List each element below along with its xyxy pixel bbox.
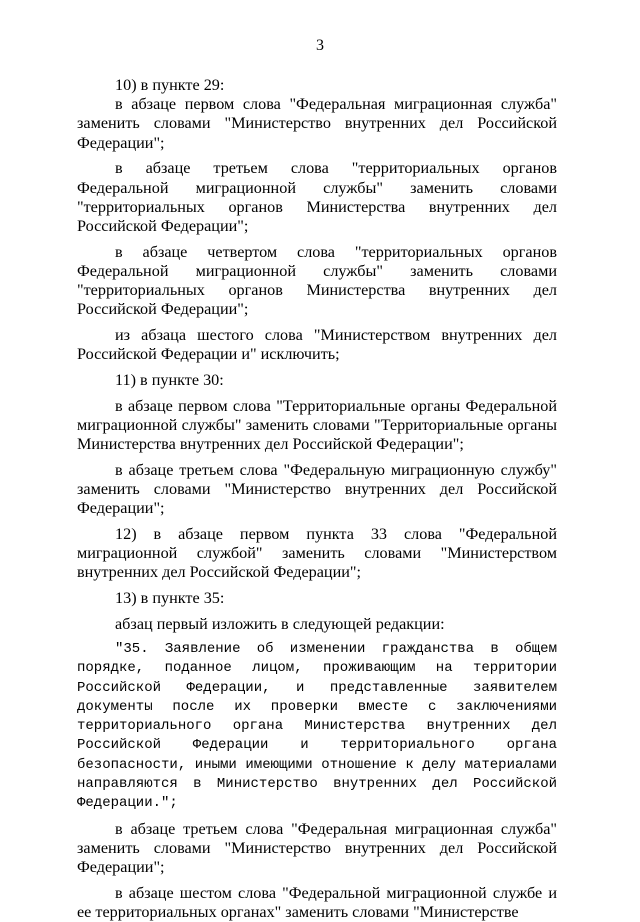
document-body	[77, 76, 557, 922]
paragraph: в абзаце четвертом слова "территориальных органов Федеральной миграционной службы" заменить словами "территориальных органов Министерства внутренних дел Российской Федерации";	[77, 242, 557, 319]
page-number: 3	[316, 37, 324, 54]
paragraph: 12) в абзаце первом пункта 33 слова "Федеральной миграционной службой" заменить словами "Министерством внутренних дел Российской Федерации";	[77, 524, 557, 582]
paragraph: в абзаце третьем слова "территориальных органов Федеральной миграционной службы" заменить словами "территориальных органов Министерства внутренних дел Российской Федерации";	[77, 159, 557, 235]
paragraph: 11) в пункте 30:	[115, 370, 224, 389]
paragraph: 10) в пункте 29:	[115, 76, 225, 94]
paragraph: 13) в пункте 35:	[115, 588, 225, 607]
paragraph: абзац первый изложить в следующей редакции:	[115, 614, 445, 633]
paragraph: в абзаце первом слова "Территориальные органы Федеральной миграционной службы" заменить словами "Территориальные органы Министерства внутренних дел Российской Федерации";	[77, 396, 557, 453]
paragraph: из абзаца шестого слова "Министерством внутренних дел Российской Федерации и" исключить;	[77, 325, 557, 364]
paragraph: в абзаце третьем слова "Федеральную миграционную службу" заменить словами "Министерство внутренних дел Российской Федерации";	[77, 460, 557, 518]
paragraph: в абзаце третьем слова "Федеральная миграционная служба" заменить словами "Министерство внутренних дел Российской Федерации";	[77, 819, 557, 877]
quoted-paragraph: "35. Заявление об изменении гражданства в общем порядке, поданное лицом, проживающим на территории Российской Федерации, и представленные заявителем документы после их проверки вместе с заключениями территориального органа Министерства внутренних дел Российской Федерации и территориального органа безопасности, иными имеющими отношение к делу материалами направляются в Министерство внутренних дел Российской Федерации.";	[77, 641, 557, 811]
paragraph: в абзаце шестом слова "Федеральной миграционной службе и ее территориальных органах" заменить словами "Министерстве	[77, 883, 557, 921]
paragraph: в абзаце первом слова "Федеральная миграционная служба" заменить словами "Министерство внутренних дел Российской Федерации";	[77, 95, 557, 152]
